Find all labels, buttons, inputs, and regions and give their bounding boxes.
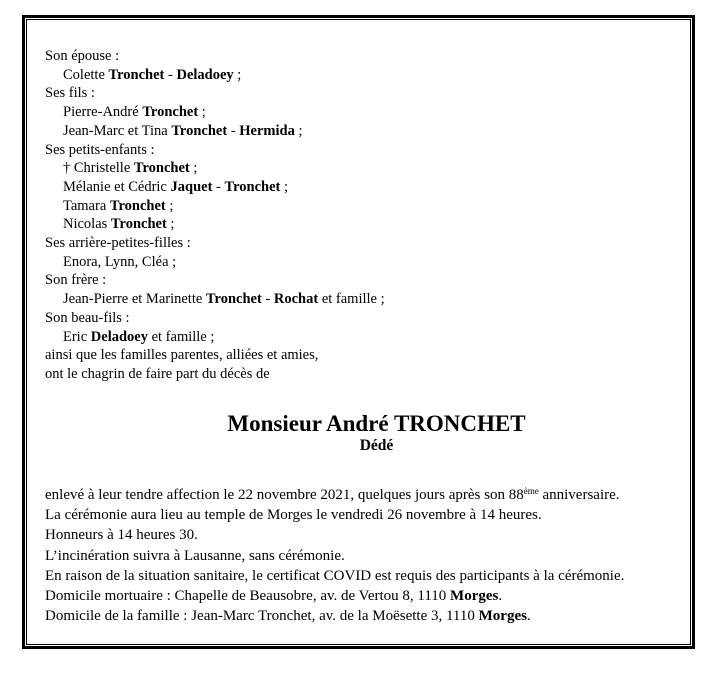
family-line: ainsi que les familles parentes, alliées et amies, [45, 347, 319, 364]
family-line: Jean-Marc et Tina Tronchet - Hermida ; [63, 122, 303, 139]
ceremony-details [45, 485, 676, 627]
family-line: † Christelle Tronchet ; [63, 160, 198, 177]
family-line: Ses fils : [45, 85, 95, 102]
family-line: ont le chagrin de faire part du décès de [45, 365, 270, 382]
detail-line: En raison de la situation sanitaire, le certificat COVID est requis des participants à la cérémonie. [45, 567, 625, 584]
family-line: Mélanie et Cédric Jaquet - Tronchet ; [63, 178, 289, 195]
family-list [45, 47, 676, 384]
deceased-name: Monsieur André TRONCHET [227, 410, 526, 436]
inner-border [26, 19, 691, 645]
family-line: Eric Deladoey et famille ; [63, 328, 215, 345]
deceased-nickname: Dédé [359, 436, 394, 454]
detail-line: enlevé à leur tendre affection le 22 novembre 2021, quelques jours après son 88ème anniversaire. [45, 485, 620, 503]
family-line: Colette Tronchet - Deladoey ; [63, 66, 242, 83]
family-line: Jean-Pierre et Marinette Tronchet - Rochat et famille ; [63, 291, 385, 308]
detail-line: Domicile mortuaire : Chapelle de Beausobre, av. de Vertou 8, 1110 Morges. [45, 588, 503, 605]
announcement-content [27, 20, 690, 627]
family-line: Son frère : [45, 272, 107, 289]
detail-line: L’incinération suivra à Lausanne, sans cérémonie. [45, 547, 345, 564]
detail-line: Domicile de la famille : Jean-Marc Tronchet, av. de la Moësette 3, 1110 Morges. [45, 608, 531, 625]
detail-line: La cérémonie aura lieu au temple de Morges le vendredi 26 novembre à 14 heures. [45, 506, 542, 523]
family-line: Enora, Lynn, Cléa ; [63, 253, 177, 270]
family-line: Son beau-fils : [45, 309, 130, 326]
family-line: Ses arrière-petites-filles : [45, 235, 191, 252]
family-line: Tamara Tronchet ; [63, 197, 174, 214]
family-line: Son épouse : [45, 48, 120, 64]
detail-line: Honneurs à 14 heures 30. [45, 527, 198, 544]
family-line: Nicolas Tronchet ; [63, 216, 175, 233]
border-frame [22, 15, 695, 649]
family-line: Ses petits-enfants : [45, 141, 155, 158]
family-line: Pierre-André Tronchet ; [63, 104, 206, 121]
